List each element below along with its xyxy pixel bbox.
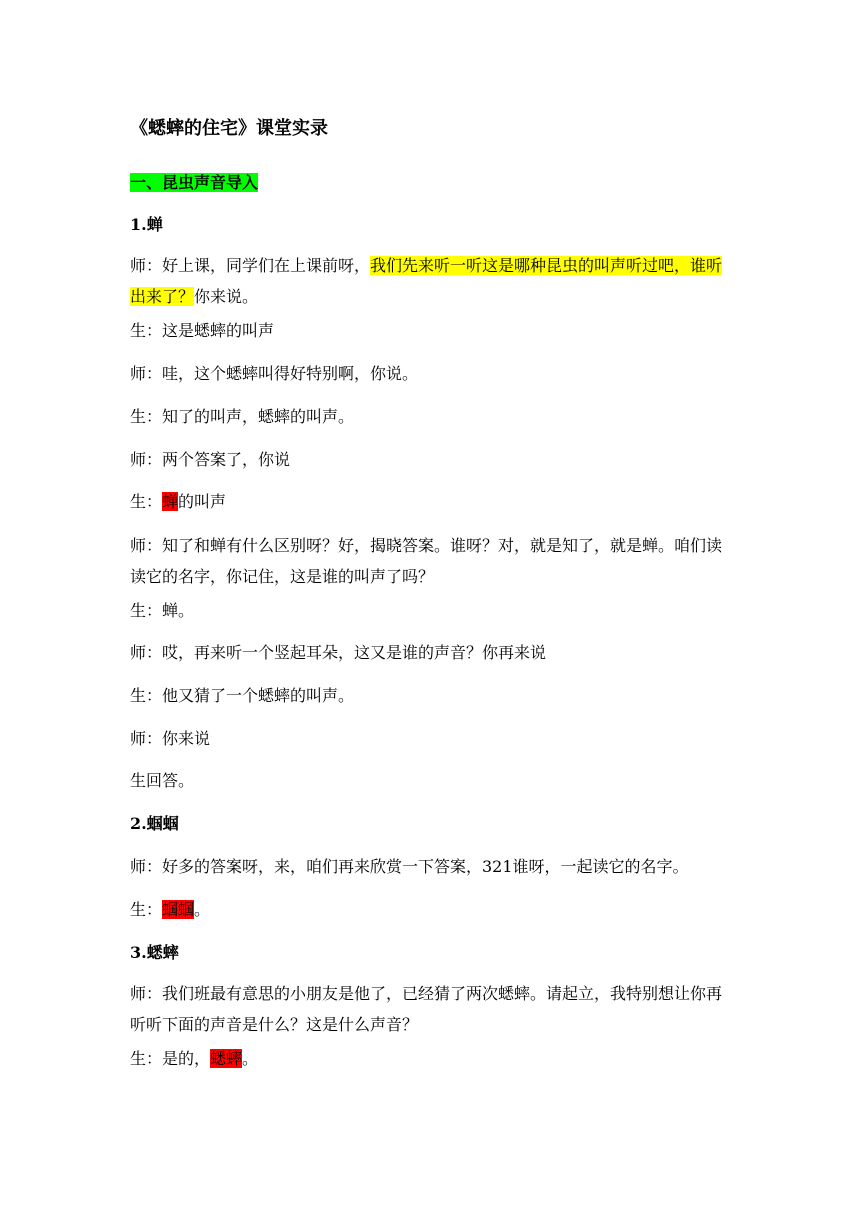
paragraph: 师：哎，再来听一个竖起耳朵，这又是谁的声音？你再来说	[130, 643, 547, 662]
paragraph: 生：他又猜了一个蟋蟀的叫声。	[130, 686, 355, 705]
paragraph: 师：你来说	[130, 729, 211, 748]
highlighted-text: 我们先来听一听这是哪种昆虫的叫声听过吧，谁听出来了？	[130, 256, 723, 306]
paragraph	[130, 897, 735, 923]
paragraph-text: 生：	[130, 492, 163, 511]
highlighted-text: 蟋蟀	[210, 1049, 243, 1068]
subheading-katydid: 2.蝈蝈	[130, 814, 179, 833]
paragraph: 师：知了和蝉有什么区别呀？好，揭晓答案。谁呀？对，就是知了，就是蝉。咱们读读它的名字，你记住，这是谁的叫声了吗？	[130, 536, 723, 586]
document-title: 《蟋蟀的住宅》课堂实录	[130, 118, 328, 139]
paragraph: 生：这是蟋蟀的叫声	[130, 321, 275, 340]
paragraph	[130, 1046, 735, 1072]
paragraph-text: 的叫声	[178, 492, 227, 511]
paragraph: 师：哇，这个蟋蟀叫得好特别啊，你说。	[130, 364, 419, 383]
paragraph-text: 。	[242, 1049, 259, 1068]
paragraph: 生回答。	[130, 771, 195, 790]
subheading-cicada: 1.蝉	[130, 215, 163, 234]
paragraph: 师：两个答案了，你说	[130, 450, 291, 469]
paragraph-text: 你来说。	[194, 287, 259, 306]
paragraph: 师：好多的答案呀，来，咱们再来欣赏一下答案，321谁呀，一起读它的名字。	[130, 857, 689, 876]
paragraph-text: 师：好上课，同学们在上课前呀，	[130, 256, 371, 275]
paragraph: 师：我们班最有意思的小朋友是他了，已经猜了两次蟋蟀。请起立，我特别想让你再听听下面的声音是什么？这是什么声音？	[130, 984, 723, 1034]
paragraph: 生：知了的叫声，蟋蟀的叫声。	[130, 407, 355, 426]
section-heading	[130, 170, 735, 196]
paragraph: 生：蝉。	[130, 601, 195, 620]
paragraph-text: 。	[194, 900, 211, 919]
section-heading-text: 一、昆虫声音导入	[130, 173, 259, 192]
paragraph	[130, 250, 735, 312]
highlighted-text: 蝈蝈	[162, 900, 195, 919]
paragraph-text: 生：	[130, 900, 163, 919]
subheading-cricket: 3.蟋蟀	[130, 943, 179, 962]
highlighted-text: 蝉	[162, 492, 179, 511]
paragraph-text: 生：是的，	[130, 1049, 211, 1068]
paragraph	[130, 489, 735, 515]
